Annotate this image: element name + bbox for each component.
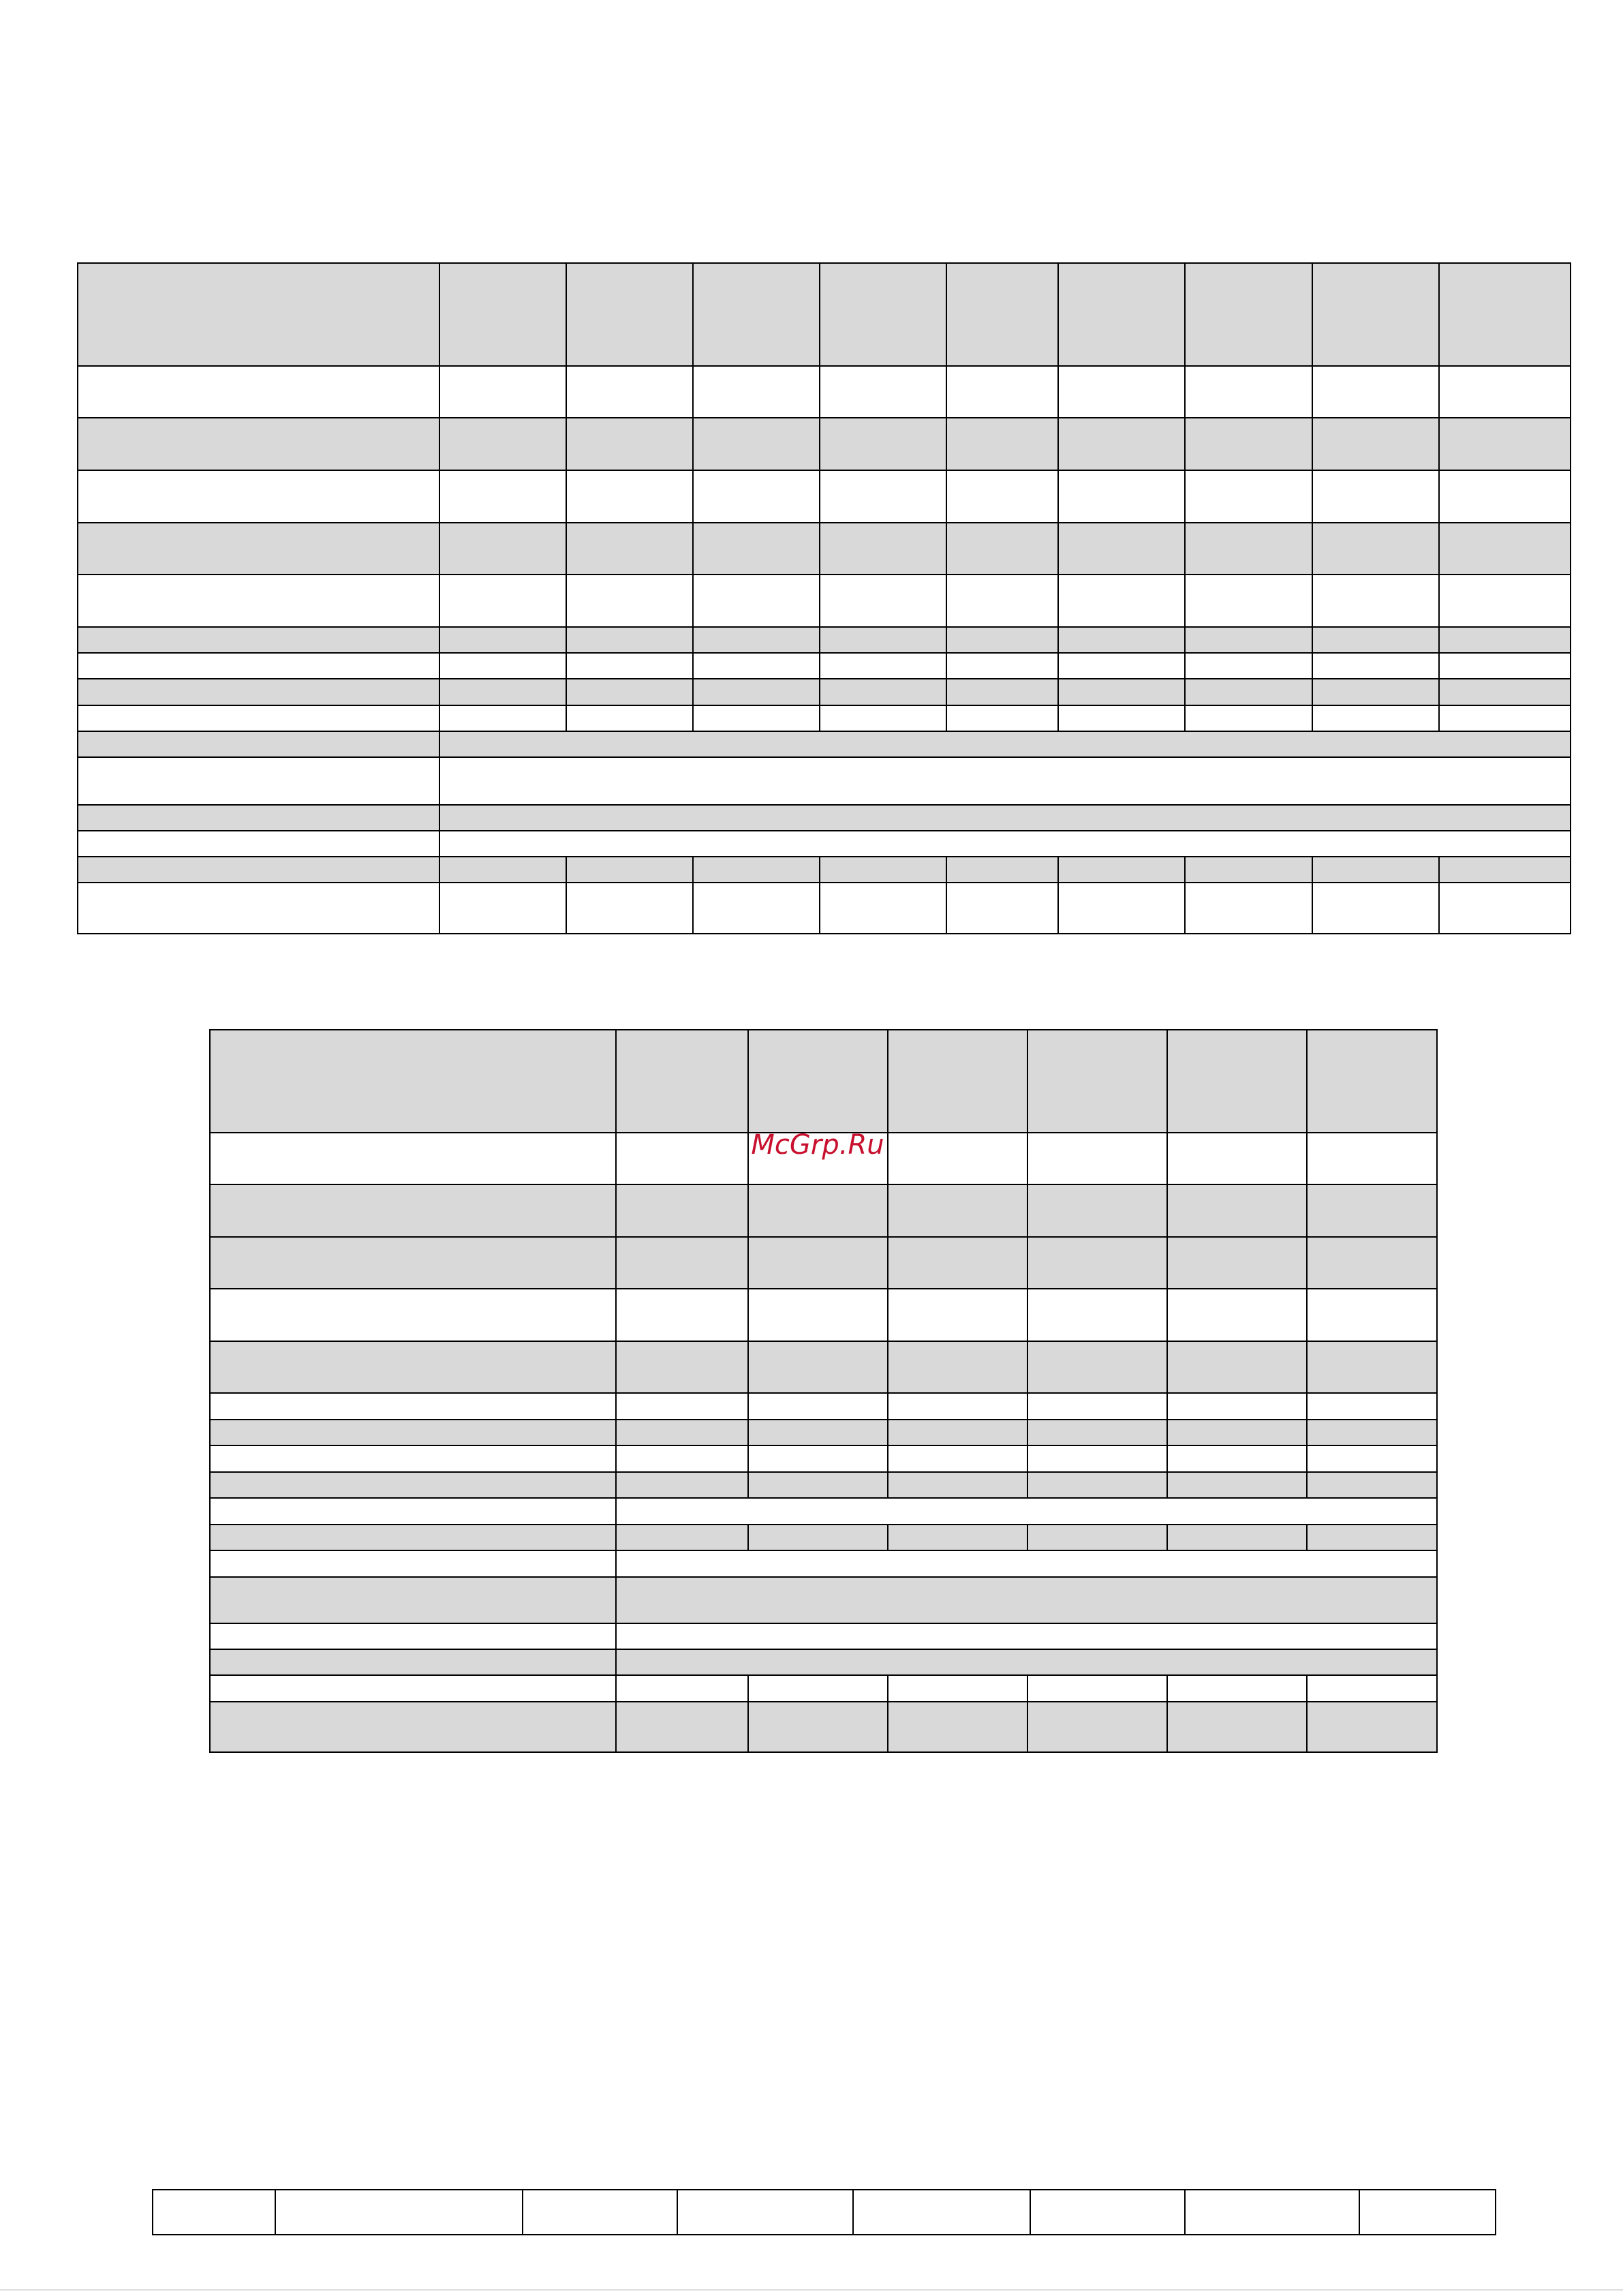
- header-cell: [693, 263, 820, 366]
- table-row: [78, 653, 1571, 679]
- table-row: [78, 470, 1571, 523]
- table-header-row: [210, 1030, 1437, 1133]
- table-row-merged: [210, 1577, 1437, 1623]
- header-cell: [1312, 263, 1439, 366]
- table-row: [78, 883, 1571, 934]
- table-row: [210, 1237, 1437, 1289]
- table-row-merged: [78, 805, 1571, 831]
- table-row: [78, 523, 1571, 575]
- header-cell: [1058, 263, 1185, 366]
- table-row: [210, 1420, 1437, 1445]
- footer-table: [152, 2189, 1496, 2235]
- table-row: [210, 1472, 1437, 1498]
- table-row: [210, 1289, 1437, 1341]
- table-row: [210, 1525, 1437, 1550]
- header-cell: [946, 263, 1058, 366]
- header-cell: [78, 263, 439, 366]
- table-row: [78, 418, 1571, 470]
- table-row: [78, 857, 1571, 883]
- spec-table-1: [77, 262, 1571, 934]
- header-cell: [820, 263, 946, 366]
- table-row: [210, 1393, 1437, 1420]
- header-cell: [566, 263, 693, 366]
- watermark-text: McGrp.Ru: [751, 1129, 884, 1161]
- table-row-merged: [78, 757, 1571, 805]
- table-row: [78, 575, 1571, 627]
- footer-rule: [0, 2289, 1623, 2291]
- header-cell: [439, 263, 566, 366]
- table-row: [78, 627, 1571, 653]
- table-row: [78, 366, 1571, 418]
- table-row: [210, 1184, 1437, 1237]
- table-row: [210, 1702, 1437, 1752]
- table-row: [210, 1445, 1437, 1472]
- table-row-merged: [210, 1498, 1437, 1525]
- table-header-row: [78, 263, 1571, 366]
- table-row: [78, 705, 1571, 731]
- table-row-merged: [78, 831, 1571, 857]
- table-row: [210, 1341, 1437, 1393]
- table-row: [210, 1675, 1437, 1702]
- table-row-merged: [210, 1649, 1437, 1675]
- header-cell: [1439, 263, 1571, 366]
- table-row-merged: [210, 1550, 1437, 1577]
- header-cell: [1185, 263, 1312, 366]
- table-row: [78, 679, 1571, 705]
- footer-row: [153, 2190, 1496, 2235]
- table-row-merged: [210, 1623, 1437, 1649]
- table-row-merged: [78, 731, 1571, 757]
